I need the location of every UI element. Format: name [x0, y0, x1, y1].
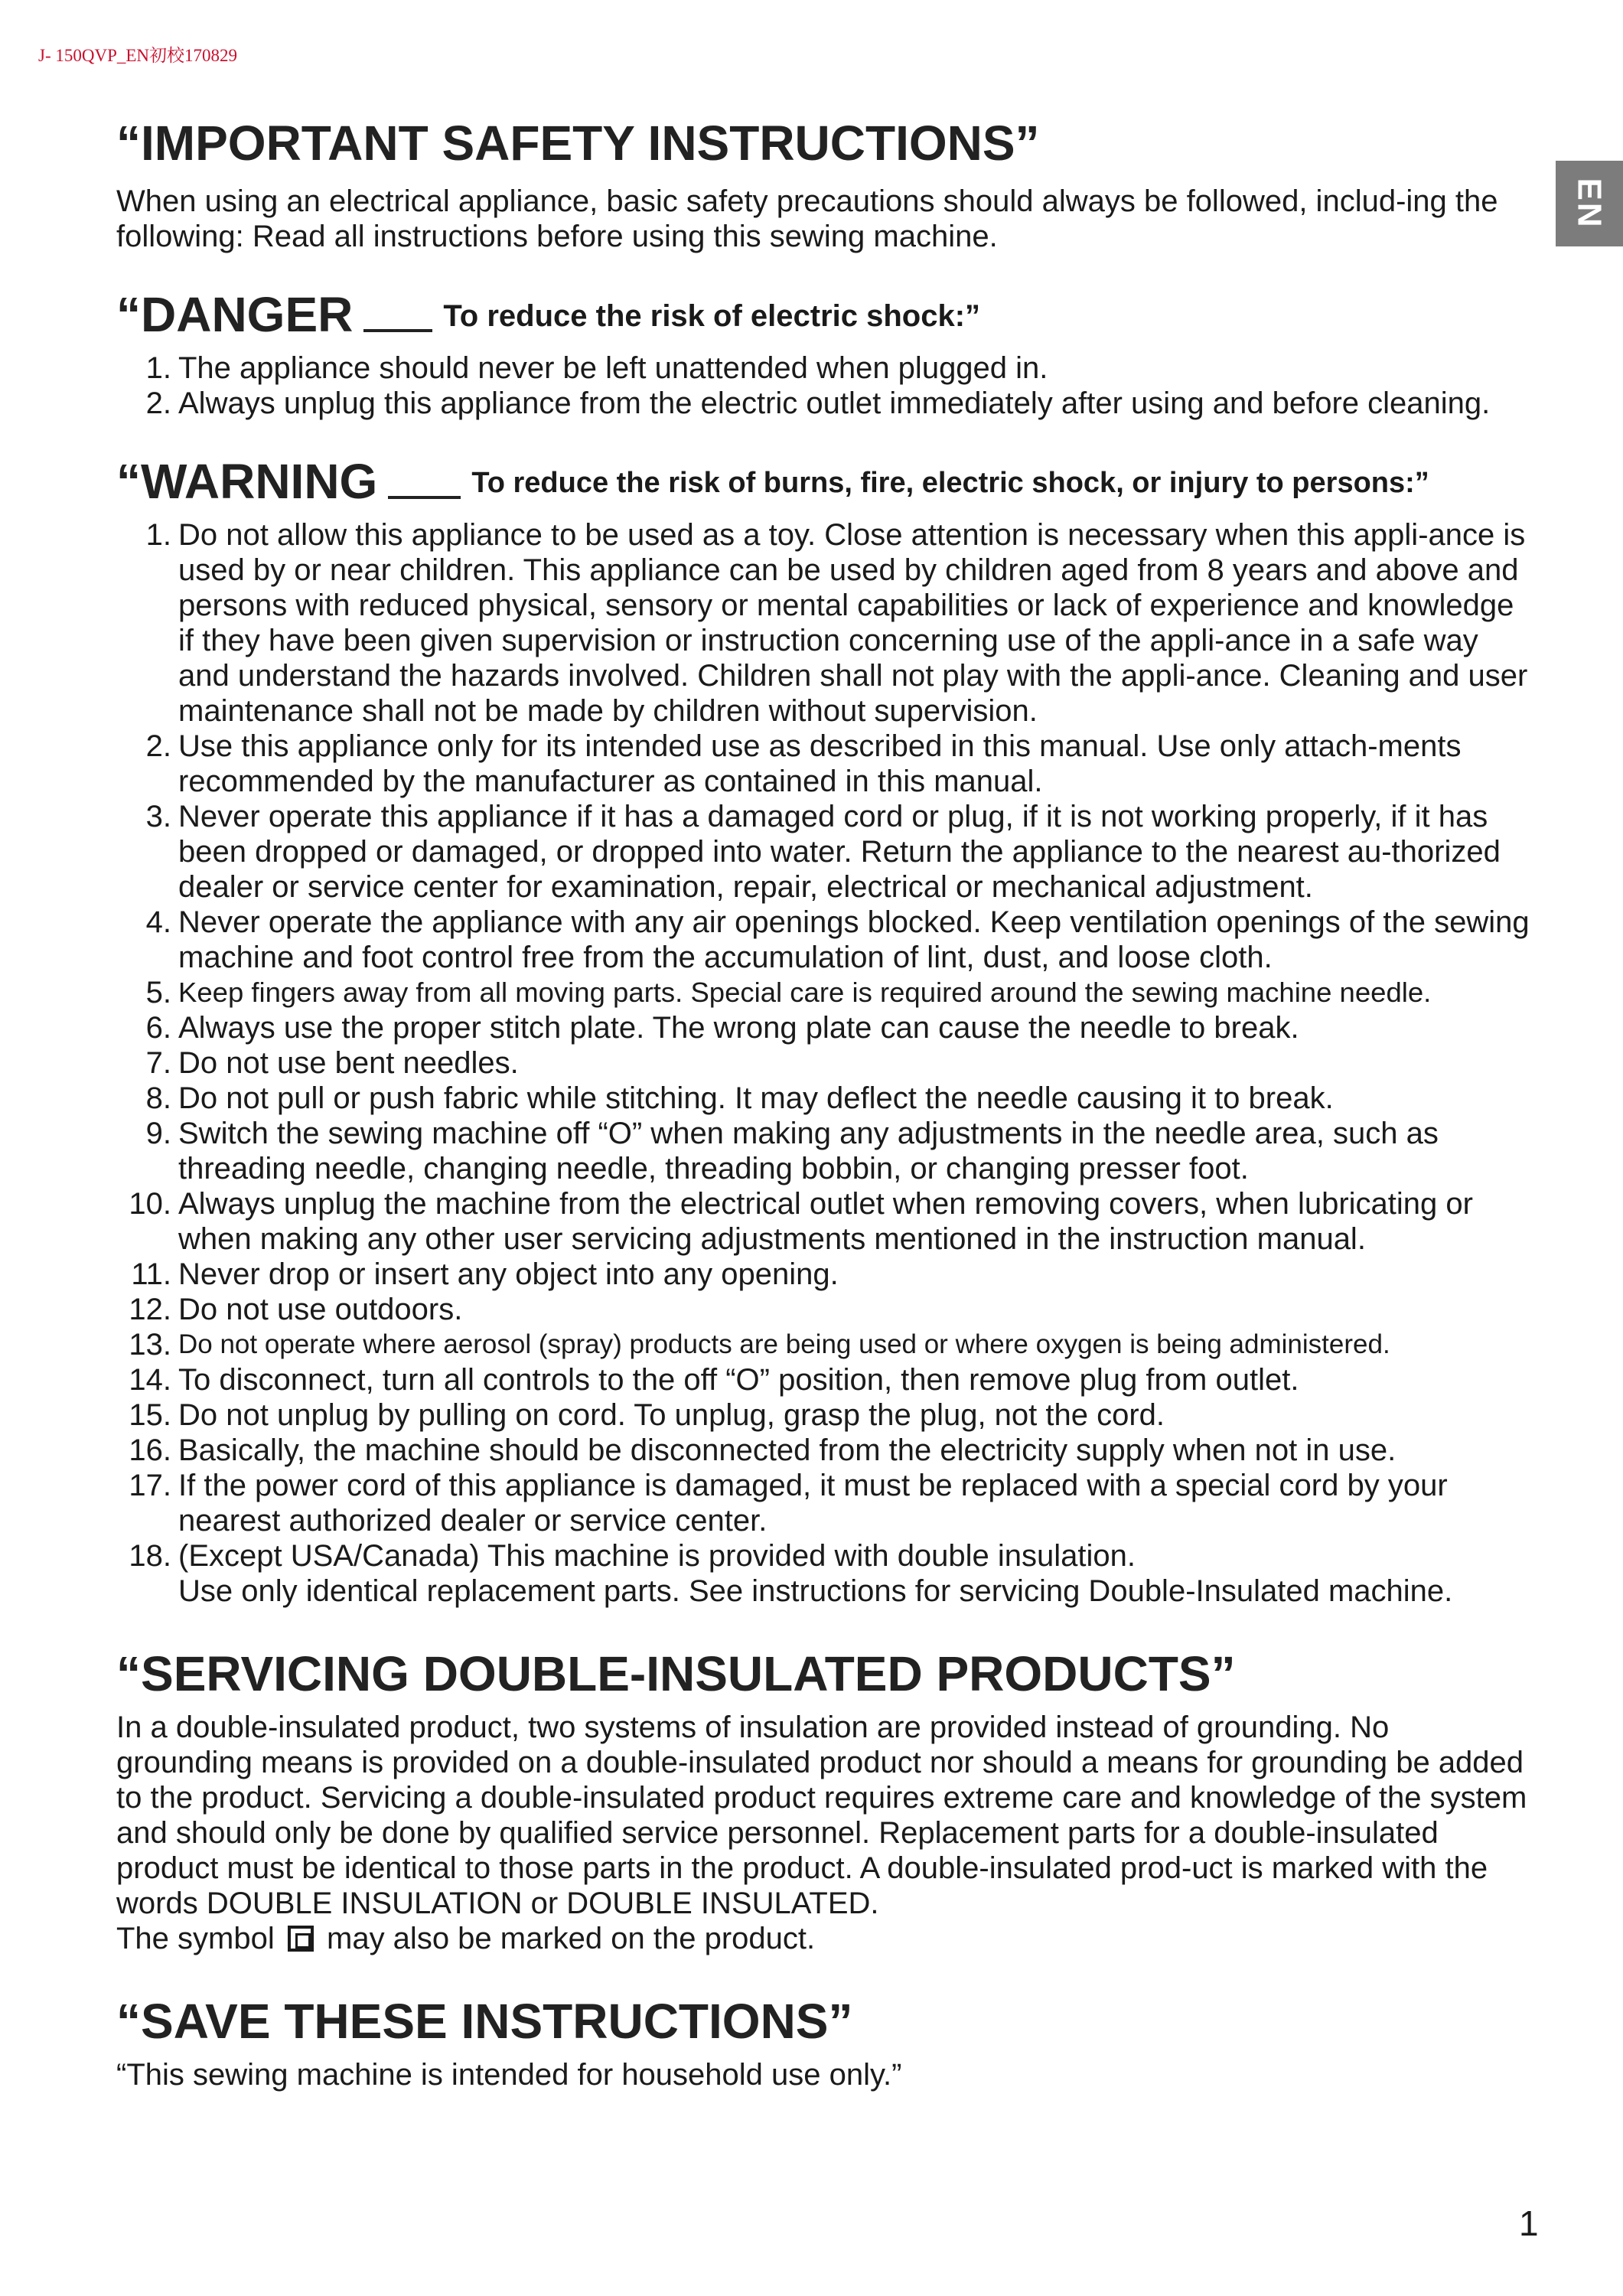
list-item	[116, 351, 1530, 386]
item-text: Do not unplug by pulling on cord. To unplug, grasp the plug, not the cord.	[178, 1398, 1165, 1432]
danger-rule	[363, 329, 432, 332]
item-number: 7.	[145, 1046, 171, 1080]
item-number: 6.	[145, 1011, 171, 1045]
list-item	[116, 1538, 1530, 1574]
item-number: 4.	[145, 905, 171, 939]
item-number: 12.	[129, 1293, 171, 1326]
list-item	[116, 1292, 1530, 1327]
list-item	[116, 1186, 1530, 1257]
list-item	[116, 1468, 1530, 1538]
servicing-symbol-line	[116, 1921, 1530, 1956]
item-number	[116, 1574, 178, 1609]
item-text: Do not operate where aerosol (spray) products are being used or where oxygen is being administered.	[178, 1329, 1390, 1359]
double-insulation-square-icon	[288, 1926, 314, 1952]
danger-label: “DANGER	[116, 287, 354, 342]
item-number: 13.	[129, 1328, 171, 1362]
list-item	[116, 905, 1530, 975]
list-item	[116, 1081, 1530, 1116]
warning-heading	[116, 455, 1530, 508]
list-item	[116, 1257, 1530, 1292]
item-text: Never operate this appliance if it has a damaged cord or plug, if it is not working properly, if it has been dropped or damaged, or dropped into water. Return the appliance to the nearest au-thorized dealer or service center for examination, repair, electrical or mechanical adjustment.	[178, 800, 1501, 904]
item-text: To disconnect, turn all controls to the off “O” position, then remove plug from outlet.	[178, 1363, 1299, 1397]
danger-subtitle: To reduce the risk of electric shock:”	[443, 299, 981, 333]
item-text: Always use the proper stitch plate. The wrong plate can cause the needle to break.	[178, 1011, 1299, 1045]
item-number: 16.	[129, 1433, 171, 1467]
item-number: 10.	[129, 1187, 171, 1221]
item-text: Use this appliance only for its intended use as described in this manual. Use only attach-ments recommended by the manufacturer as contained in this manual.	[178, 729, 1462, 798]
list-item	[116, 1045, 1530, 1081]
item-number: 8.	[145, 1081, 171, 1115]
list-item	[116, 1574, 1530, 1609]
item-text: Never operate the appliance with any air openings blocked. Keep ventilation openings of the sewing machine and foot control free from the accumulation of lint, dust, and loose cloth.	[178, 905, 1530, 974]
item-text: Use only identical replacement parts. See instructions for servicing Double-Insulated machine.	[178, 1574, 1453, 1608]
servicing-body: In a double-insulated product, two systems of insulation are provided instead of grounding. No grounding means is provided on a double-insulated product nor should a means for grounding be added to the product. Servicing a double-insulated product requires extreme care and knowledge of the system and should only be done by qualified service personnel. Replacement parts for a double-insulated product must be identical to those parts in the product. A double-insulated prod-uct is marked with the words DOUBLE INSULATION or DOUBLE INSULATED.	[116, 1711, 1527, 1920]
save-body: “This sewing machine is intended for household use only.”	[116, 2058, 902, 2092]
item-number: 1.	[145, 518, 171, 552]
page-number: 1	[1519, 2203, 1539, 2243]
servicing-title: “SERVICING DOUBLE-INSULATED PRODUCTS”	[116, 1646, 1236, 1701]
item-text: Switch the sewing machine off “O” when making any adjustments in the needle area, such as threading needle, changing needle, threading bobbin, or changing presser foot.	[178, 1117, 1439, 1186]
item-text: Do not use bent needles.	[178, 1046, 519, 1080]
item-text: The appliance should never be left unattended when plugged in.	[178, 351, 1048, 385]
item-text: (Except USA/Canada) This machine is provided with double insulation.	[178, 1539, 1136, 1573]
list-item	[116, 517, 1530, 729]
draft-code: J- 150QVP_EN初校170829	[38, 46, 238, 65]
save-title: “SAVE THESE INSTRUCTIONS”	[116, 1994, 853, 2049]
item-number: 9.	[145, 1117, 171, 1150]
list-item	[116, 1397, 1530, 1433]
item-text: Do not use outdoors.	[178, 1293, 463, 1326]
item-number: 11.	[131, 1257, 171, 1291]
list-item	[116, 1433, 1530, 1468]
list-item	[116, 729, 1530, 799]
list-item	[116, 1362, 1530, 1397]
item-text: Never drop or insert any object into any opening.	[178, 1257, 839, 1291]
item-text: Keep fingers away from all moving parts. Special care is required around the sewing machine needle.	[178, 977, 1432, 1008]
item-text: Do not pull or push fabric while stitching. It may deflect the needle causing it to break.	[178, 1081, 1334, 1115]
item-number: 1.	[145, 351, 171, 385]
list-item	[116, 1327, 1530, 1362]
safety-title: “IMPORTANT SAFETY INSTRUCTIONS”	[116, 116, 1040, 171]
symbol-prefix: The symbol	[116, 1922, 275, 1955]
item-number: 3.	[145, 800, 171, 833]
warning-list	[116, 517, 1530, 1609]
item-text: If the power cord of this appliance is damaged, it must be replaced with a special cord by your nearest authorized dealer or service center.	[178, 1469, 1448, 1538]
item-number: 15.	[129, 1398, 171, 1432]
list-item	[116, 1010, 1530, 1045]
symbol-suffix: may also be marked on the product.	[327, 1922, 816, 1955]
warning-rule	[388, 496, 461, 499]
list-item	[116, 799, 1530, 905]
item-number: 2.	[145, 386, 171, 420]
item-text: Always unplug this appliance from the electric outlet immediately after using and before cleaning.	[178, 386, 1491, 420]
list-item	[116, 975, 1530, 1010]
item-text: Always unplug the machine from the electrical outlet when removing covers, when lubricating or when making any other user servicing adjustments mentioned in the instruction manual.	[178, 1187, 1473, 1256]
item-number: 17.	[129, 1469, 171, 1502]
danger-heading	[116, 288, 1530, 341]
warning-label: “WARNING	[116, 454, 378, 509]
item-number: 5.	[145, 976, 171, 1009]
list-item	[116, 386, 1530, 421]
safety-intro: When using an electrical appliance, basic safety precautions should always be followed, includ-ing the following: Read all instructions before using this sewing machine.	[116, 184, 1498, 253]
item-number: 18.	[129, 1539, 171, 1573]
item-number: 2.	[145, 729, 171, 763]
danger-list	[116, 351, 1530, 421]
page-content	[116, 113, 1530, 2092]
language-tab-label: EN	[1571, 178, 1608, 230]
item-text: Do not allow this appliance to be used as a toy. Close attention is necessary when this appli-ance is used by or near children. This appliance can be used by children aged from 8 years and above and persons with reduced physical, sensory or mental capabilities or lack of experience and knowledge if they have been given supervision or instruction concerning use of the appli-ance in a safe way and understand the hazards involved. Children shall not play with the appli-ance. Cleaning and user maintenance shall not be made by children without supervision.	[178, 518, 1528, 728]
item-number: 14.	[129, 1363, 171, 1397]
list-item	[116, 1116, 1530, 1186]
warning-subtitle: To reduce the risk of burns, fire, electric shock, or injury to persons:”	[471, 467, 1429, 499]
language-tab	[1556, 161, 1623, 246]
item-text: Basically, the machine should be disconnected from the electricity supply when not in use.	[178, 1433, 1396, 1467]
